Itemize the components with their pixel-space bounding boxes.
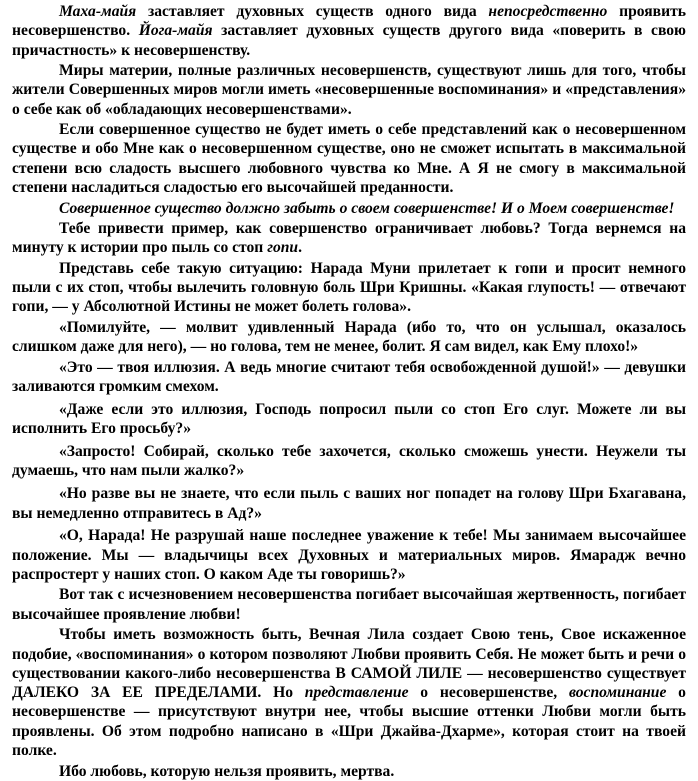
paragraph-8 (12, 358, 686, 397)
paragraph-14 (12, 625, 686, 760)
text-segment: Йога-майя (138, 22, 213, 40)
text-segment: . (298, 239, 303, 257)
text-segment: Ибо любовь, которую нельзя проявить, мертва. (59, 762, 395, 780)
text-segment: «Запросто! Собирай, сколько тебе захочется, сколько сможешь унести. Неужели ты думаешь, что нам пыли жалко?» (12, 443, 686, 480)
text-segment: Миры материи, полные различных несовершенств, существуют лишь для того, чтобы жители Совершенных миров могли иметь «несовершенные воспоминания» и «представления» о себе как об «обладающих несовершенствами». (12, 62, 686, 118)
text-segment: гопи (267, 239, 299, 257)
text-segment: воспоминание (568, 684, 667, 702)
text-segment: Совершенное существо должно забыть о своем совершенстве! И о Моем совершенстве! (59, 199, 675, 217)
paragraph-7 (12, 318, 686, 357)
text-segment: Вот так с исчезновением несовершенства погибает высочайшая жертвенность, погибает высочайшее проявление любви! (12, 586, 686, 623)
text-segment: Тебе привести пример, как совершенство ограничивает любовь? Тогда вернемся на минуту к истории про пыль со стоп (12, 220, 686, 257)
text-segment: «Даже если это иллюзия, Господь попросил пыли со стоп Его слуг. Можете ли вы исполнить Его просьбу?» (12, 400, 686, 438)
text-segment: «Помилуйте, — молвит удивленный Нарада (ибо то, что он услышал, оказалось слишком даже для него), — но голова, тем не менее, болит. Я сам видел, как Ему плохо!» (12, 318, 686, 356)
text-segment: проявить несовершенство. (12, 3, 686, 40)
paragraph-10 (12, 442, 686, 481)
text-segment: Представь себе такую ситуацию: Нарада Муни прилетает к гопи и просит немного пыли с их стоп, чтобы вылечить головную боль Шри Кришны. «Какая глупость! — отвечают гопи, — у Абсолютной Истины не может болеть голова». (12, 259, 686, 316)
text-segment: заставляет духовных существ одного вида (136, 3, 489, 20)
paragraph-2 (12, 61, 686, 119)
paragraph-12 (12, 526, 686, 584)
paragraph-4 (12, 199, 686, 218)
text-segment: Маха-майя (59, 3, 137, 20)
text-segment: «О, Нарада! Не разрушай наше последнее уважение к тебе! Мы занимаем высочайшее положение. Мы — владычицы всех Духовных и материальных миров. Ямарадж вечно распростерт у наших стоп. О каком Аде ты говоришь?» (12, 527, 686, 583)
text-segment: «Это — твоя иллюзия. А ведь многие считают тебя освобожденной душой!» — девушки заливаются громким смехом. (12, 358, 686, 395)
paragraph-3 (12, 120, 686, 197)
paragraph-6 (12, 259, 686, 317)
text-segment: о несовершенстве, (408, 684, 569, 702)
text-segment: Если совершенное существо не будет иметь о себе представлений как о несовершенном существе и обо Мне как о несовершенном существе, оно не сможет испытать в максимальной степени всю сладость высшего любовного чувства ко Мне. А Я не смогу в максимальной степени насладиться сладостью его высочайшей преданности. (12, 121, 686, 197)
text-segment: заставляет духовных существ другого вида «поверить в свою причастность» к несовершенству. (12, 22, 686, 59)
paragraph-13 (12, 585, 686, 624)
paragraph-5 (12, 219, 686, 258)
text-segment: «Но разве вы не знаете, что если пыль с ваших ног попадет на голову Шри Бхагавана, вы немедленно отправитесь в Ад?» (12, 485, 686, 522)
document-page (12, 2, 686, 781)
paragraph-9 (12, 400, 686, 439)
text-segment: Чтобы иметь возможность быть, Вечная Лила создает Свою тень, Свое искаженное подобие, «воспоминания» о котором позволяют Любви проявить Себя. Не может быть и речи о существовании какого-либо несовершенства В САМОЙ ЛИЛЕ — несовершенство существует ДАЛЕКО ЗА ЕЕ ПРЕДЕЛАМИ. Но (12, 626, 686, 702)
paragraph-1 (12, 2, 686, 60)
paragraph-11 (12, 484, 686, 523)
text-segment: представление (304, 684, 409, 702)
text-segment: о несовершенстве — присутствуют внутри нее, чтобы высшие оттенки Любви могли быть проявлены. Об этом подробно написано в «Шри Джайва-Дхарме», которая стоит на твоей полке. (12, 684, 686, 760)
text-segment: непосредственно (488, 3, 608, 20)
